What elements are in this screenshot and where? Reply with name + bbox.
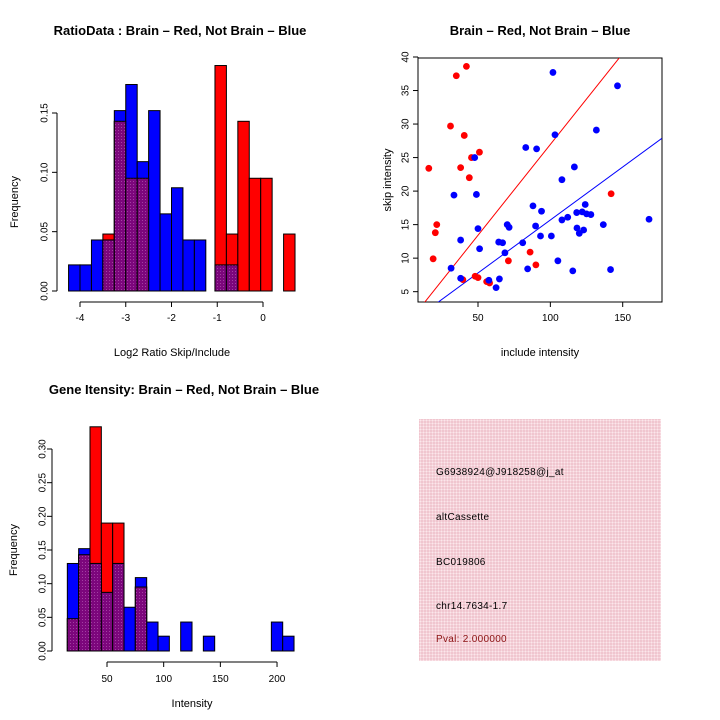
scatter-point-notbrain-blue bbox=[457, 275, 464, 282]
y-tick-label: 20 bbox=[400, 185, 412, 197]
chart-title: Brain – Red, Not Brain – Blue bbox=[449, 23, 631, 38]
scatter-point-notbrain-blue bbox=[614, 82, 621, 89]
hist-bar-notbrain-blue bbox=[80, 265, 91, 291]
info-panel bbox=[419, 419, 661, 661]
x-axis-label: Intensity bbox=[171, 698, 213, 710]
gene-histogram-panel bbox=[8, 382, 319, 710]
scatter-point-brain-red bbox=[505, 257, 512, 264]
hist-bar-overlap-purple bbox=[103, 240, 114, 291]
hist-bar-overlap-purple bbox=[79, 555, 90, 651]
x-tick-label: -3 bbox=[121, 313, 131, 324]
scatter-point-notbrain-blue bbox=[533, 145, 540, 152]
scatter-point-notbrain-blue bbox=[499, 239, 506, 246]
scatter-point-brain-red bbox=[457, 164, 464, 171]
y-tick-label: 0.15 bbox=[37, 540, 49, 560]
scatter-point-notbrain-blue bbox=[530, 202, 537, 209]
hist-bar-overlap-purple bbox=[101, 592, 112, 651]
y-tick-label: 0.20 bbox=[37, 506, 49, 527]
scatter-point-notbrain-blue bbox=[473, 191, 480, 198]
hist-bar-notbrain-blue bbox=[69, 265, 80, 291]
y-tick-label: 25 bbox=[400, 152, 412, 164]
scatter-point-notbrain-blue bbox=[496, 276, 503, 283]
y-tick-label: 0.00 bbox=[37, 641, 49, 661]
scatter-point-notbrain-blue bbox=[476, 245, 483, 252]
genomic-location-text: chr14.7634-1.7 bbox=[436, 601, 508, 612]
hist-bar-overlap-purple bbox=[137, 178, 148, 291]
scatter-point-notbrain-blue bbox=[506, 224, 513, 231]
hist-bar-overlap-purple bbox=[126, 178, 137, 291]
scatter-point-notbrain-blue bbox=[475, 225, 482, 232]
scatter-point-notbrain-blue bbox=[550, 69, 557, 76]
scatter-point-notbrain-blue bbox=[471, 154, 478, 161]
scatter-point-notbrain-blue bbox=[493, 284, 500, 291]
scatter-point-notbrain-blue bbox=[576, 230, 583, 237]
hist-bar-overlap-purple bbox=[113, 563, 124, 651]
scatter-point-notbrain-blue bbox=[559, 217, 566, 224]
x-axis-label: Log2 Ratio Skip/Include bbox=[113, 347, 231, 359]
hist-bar-brain-red bbox=[284, 234, 295, 291]
scatter-point-notbrain-blue bbox=[448, 265, 455, 272]
scatter-point-notbrain-blue bbox=[537, 233, 544, 240]
brain-fit-line bbox=[418, 5, 662, 311]
hist-bar-notbrain-blue bbox=[203, 636, 214, 651]
hist-bar-overlap-purple bbox=[135, 587, 146, 651]
hist-bar-notbrain-blue bbox=[91, 240, 102, 291]
y-tick-label: 30 bbox=[400, 118, 412, 130]
scatter-point-brain-red bbox=[461, 132, 468, 139]
notbrain-fit-line bbox=[418, 138, 662, 317]
hist-bar-overlap-purple bbox=[67, 619, 78, 651]
probeset-id-text: G6938924@J918258@j_at bbox=[436, 467, 564, 478]
hist-bar-notbrain-blue bbox=[194, 240, 205, 291]
x-tick-label: 150 bbox=[212, 674, 229, 685]
scatter-point-notbrain-blue bbox=[538, 208, 545, 215]
hist-bar-brain-red bbox=[261, 178, 272, 291]
x-tick-label: 100 bbox=[155, 674, 173, 685]
scatter-point-brain-red bbox=[453, 72, 460, 79]
chart-title: RatioData : Brain – Red, Not Brain – Blue bbox=[53, 23, 307, 38]
scatter-point-notbrain-blue bbox=[552, 131, 559, 138]
scatter-point-notbrain-blue bbox=[554, 257, 561, 264]
scatter-point-notbrain-blue bbox=[646, 216, 653, 223]
fit-lines bbox=[418, 5, 662, 317]
x-tick-label: 100 bbox=[542, 313, 559, 324]
y-axis-label: Frequency bbox=[9, 176, 21, 228]
hist-bar-notbrain-blue bbox=[160, 214, 171, 291]
splice-event-type-text: altCassette bbox=[436, 512, 490, 523]
hist-bar-notbrain-blue bbox=[149, 111, 160, 291]
scatter-point-notbrain-blue bbox=[593, 127, 600, 134]
hist-bar-notbrain-blue bbox=[271, 622, 282, 651]
hist-bar-notbrain-blue bbox=[147, 622, 158, 651]
hist-bar-brain-red bbox=[238, 121, 249, 291]
scatter-point-notbrain-blue bbox=[600, 221, 607, 228]
scatter-point-notbrain-blue bbox=[569, 267, 576, 274]
y-tick-label: 40 bbox=[400, 51, 412, 63]
scatter-point-notbrain-blue bbox=[519, 239, 526, 246]
x-tick-label: 150 bbox=[614, 313, 632, 324]
scatter-point-notbrain-blue bbox=[582, 201, 589, 208]
x-tick-label: 200 bbox=[268, 674, 286, 685]
y-tick-label: 0.00 bbox=[39, 281, 51, 301]
scatter-point-notbrain-blue bbox=[559, 176, 566, 183]
x-tick-label: -2 bbox=[167, 313, 176, 324]
hist-bar-brain-red bbox=[215, 66, 226, 291]
scatter-panel bbox=[382, 5, 662, 359]
chart-title: Gene Itensity: Brain – Red, Not Brain – Blue bbox=[48, 382, 320, 397]
y-tick-label: 0.05 bbox=[39, 221, 51, 242]
scatter-point-brain-red bbox=[430, 255, 437, 262]
hist-bar-notbrain-blue bbox=[124, 607, 135, 651]
scatter-point-brain-red bbox=[466, 174, 473, 181]
scatter-point-notbrain-blue bbox=[522, 144, 529, 151]
scatter-point-brain-red bbox=[476, 149, 483, 156]
y-tick-label: 0.10 bbox=[39, 162, 51, 183]
scatter-point-brain-red bbox=[532, 261, 539, 268]
x-tick-label: 50 bbox=[101, 674, 113, 685]
scatter-point-notbrain-blue bbox=[451, 192, 458, 199]
y-axis-label: Frequency bbox=[8, 524, 20, 576]
scatter-point-brain-red bbox=[432, 229, 439, 236]
hist-bar-overlap-purple bbox=[226, 265, 237, 291]
y-tick-label: 0.15 bbox=[39, 103, 51, 123]
scatter-point-brain-red bbox=[425, 165, 432, 172]
scatter-point-notbrain-blue bbox=[587, 211, 594, 218]
y-tick-label: 15 bbox=[400, 219, 412, 231]
y-axis-label: skip intensity bbox=[382, 148, 394, 212]
hist-bar-notbrain-blue bbox=[183, 240, 194, 291]
hist-bar-notbrain-blue bbox=[172, 188, 183, 291]
x-tick-label: 0 bbox=[260, 313, 266, 324]
scatter-point-brain-red bbox=[475, 274, 482, 281]
y-tick-label: 0.25 bbox=[37, 472, 49, 493]
scatter-point-notbrain-blue bbox=[548, 233, 555, 240]
scatter-point-notbrain-blue bbox=[502, 249, 509, 256]
x-tick-label: 50 bbox=[472, 313, 484, 324]
scatter-point-notbrain-blue bbox=[607, 266, 614, 273]
y-tick-label: 35 bbox=[400, 84, 412, 97]
scatter-point-brain-red bbox=[463, 63, 470, 70]
accession-text: BC019806 bbox=[436, 557, 486, 568]
hist-bar-overlap-purple bbox=[90, 563, 101, 651]
hist-bar-notbrain-blue bbox=[181, 622, 192, 651]
x-tick-label: -1 bbox=[212, 313, 222, 324]
scatter-point-notbrain-blue bbox=[532, 223, 539, 230]
hist-bar-overlap-purple bbox=[215, 265, 226, 291]
scatter-point-notbrain-blue bbox=[564, 214, 571, 221]
pval-text: Pval: 2.000000 bbox=[436, 634, 507, 645]
hist-bar-brain-red bbox=[249, 178, 260, 291]
scatter-point-notbrain-blue bbox=[571, 164, 578, 171]
scatter-point-brain-red bbox=[527, 249, 534, 256]
x-axis-label: include intensity bbox=[500, 347, 580, 359]
scatter-point-brain-red bbox=[447, 123, 454, 130]
scatter-point-notbrain-blue bbox=[457, 237, 464, 244]
ratio-histogram-panel bbox=[9, 23, 306, 359]
scatter-point-brain-red bbox=[433, 221, 440, 228]
y-tick-label: 0.30 bbox=[37, 439, 49, 459]
scatter-point-brain-red bbox=[608, 190, 615, 197]
x-tick-label: -4 bbox=[75, 313, 85, 324]
y-tick-label: 0.10 bbox=[37, 573, 49, 594]
y-tick-label: 0.05 bbox=[37, 607, 49, 628]
y-tick-label: 10 bbox=[400, 252, 412, 264]
hist-bar-overlap-purple bbox=[114, 121, 125, 291]
scatter-point-notbrain-blue bbox=[485, 277, 492, 284]
y-tick-label: 5 bbox=[400, 288, 412, 295]
hist-bar-notbrain-blue bbox=[158, 636, 169, 651]
scatter-point-notbrain-blue bbox=[524, 265, 531, 272]
hist-bar-notbrain-blue bbox=[283, 636, 294, 651]
